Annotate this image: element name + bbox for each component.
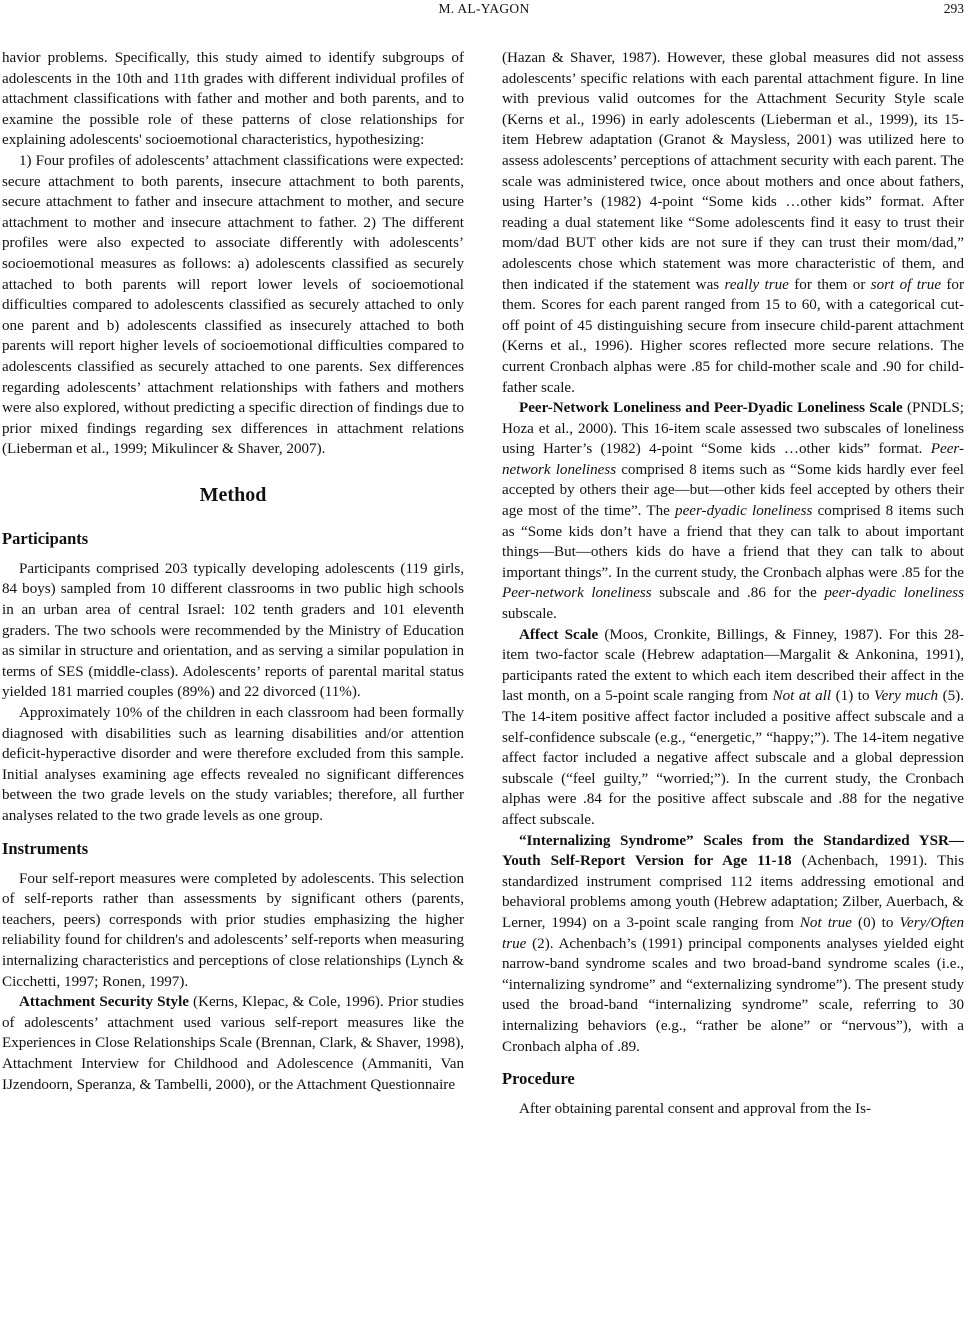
paragraph-loneliness-scale: Peer-Network Loneliness and Peer-Dyadic Loneliness Scale (PNDLS; Hoza et al., 2000). This 16-item scale assessed two subscales of loneliness using Harter’s (1982) 4-point “Some kids …other kids” format. Peer-network loneliness comprised 8 items such as “Some kids hardly ever feel accepted by others their age—but—other kids feel accepted by others their age most of the time”. The peer-dyadic loneliness comprised 8 items such as “Some kids don’t have a friend that they can talk to about important things—But—others kids do have a friend that they can talk to about important things”. In the current study, the Cronbach alphas were .85 for the Peer-network loneliness subscale and .86 for the peer-dyadic loneliness subscale. <box>502 400 964 623</box>
left-column <box>2 48 464 1095</box>
paragraph-ysr-scale: “Internalizing Syndrome” Scales from the Standardized YSR—Youth Self-Report Version for Age 11-18 (Achenbach, 1991). This standardized instrument comprised 112 items addressing emotional and behavioral problems among youth (Hebrew adaptation; Zilber, Auerbach, & Lerner, 1994) on a 3-point scale ranging from Not true (0) to Very/Often true (2). Achenbach’s (1991) principal components analyses yielded eight narrow-band syndrome scales and two broad-band syndrome scales (i.e., “internalizing syndrome” and “externalizing syndrome”). The present study used the broad-band “internalizing syndrome” scale, referring to 30 internalizing behaviors (e.g., “rather be alone” or “nervous”), with a Cronbach alpha of .89. <box>502 832 965 1055</box>
subsection-heading-instruments: Instruments <box>2 838 89 858</box>
running-head-author: M. AL-YAGON <box>438 1 530 16</box>
paragraph-attachment-continued: (Hazan & Shaver, 1987). However, these global measures did not assess adolescents’ specific relations with each parental attachment figure. In line with previous valid outcomes for the Attachment Security Style scale (Kerns et al., 1996) in early adolescents (Lieberman et al., 1999), its 15-item Hebrew adaptation (Granot & Maysless, 2001) was utilized here to assess adolescents’ perceptions of attachment security with each parent. The scale was administered twice, once about mothers and once about fathers, using Harter’s (1982) 4-point “Some kids …other kids” format. After reading a dual statement like “Some adolescents find it easy to trust their mom/dad BUT other kids are not sure if they can trust their mom/dad,” adolescents chose which statement was more characteristic of them, and then indicated if the statement was really true for them or sort of true for them. Scores for each parent ranged from 15 to 60, with a categorical cut-off point of 45 distinguishing secure from insecure child-parent attachment (Kerns et al., 1996). Higher scores reflected more secure relations. The current Cronbach alphas were .85 for child-mother scale and .90 for child-father scale. <box>502 50 965 396</box>
run-in-heading-attachment: Attachment Security Style <box>19 994 189 1011</box>
paragraph-hypotheses: 1) Four profiles of adolescents’ attachment classifications were expected: secure attachment to both parents, insecure attachment to both parents, secure attachment to father and insecure attachment to mother, and secure attachment to mother and insecure attachment to father. 2) The different profiles were also expected to associate differently with adolescents’ socioemotional measures as follows: a) adolescents classified as securely attached to both parents will report lower levels of socioemotional difficulties compared to adolescents classified as securely attached to only one parent and b) adolescents classified as insecurely attached to both parents will report higher levels of socioemotional difficulties compared to adolescents classified as securely attached to one parents. Sex differences regarding adolescents’ attachment relationships with fathers and mothers were also explored, without predicting a specific direction of findings due to prior mixed findings regarding sex differences in attachment relations (Lieberman et al., 1999; Mikulincer & Shaver, 2007). <box>2 152 464 458</box>
paragraph-affect-scale: Affect Scale (Moos, Cronkite, Billings, & Finney, 1987). For this 28-item two-factor scale (Hebrew adaptation—Margalit & Ankonina, 1991), participants rated the extent to which each item described their affect in the last month, on a 5-point scale ranging from Not at all (1) to Very much (5). The 14-item positive affect factor included a positive affect subscale and a self-confidence subscale (e.g., “energetic,” “happy;”). The 14-item negative affect factor included a negative affect subscale and a global depression subscale (“feel guilty,” “worried;”). In the current study, the Cronbach alphas were .84 for the positive affect subscale and .88 for the negative affect subscale. <box>502 626 965 828</box>
run-in-heading-ysr: “Internalizing Syndrome” Scales from the Standardized YSR—Youth Self-Report Version for Age 11-18 <box>502 832 964 870</box>
paragraph-attachment-security: Attachment Security Style (Kerns, Klepac, & Cole, 1996). Prior studies of adolescents’ attachment used various self-report measures like the Experiences in Close Relationships Scale (Brennan, Clark, & Shaver, 1998), Attachment Interview for Childhood and Adolescence (Ammaniti, Van IJzendoorn, Speranza, & Tambelli, 2000), or the Attachment Questionnaire <box>2 994 464 1093</box>
right-column <box>502 48 964 1120</box>
running-header <box>0 0 968 22</box>
subsection-heading-participants: Participants <box>2 528 89 548</box>
subsection-heading-procedure: Procedure <box>502 1069 575 1089</box>
paragraph-procedure: After obtaining parental consent and approval from the Is- <box>519 1101 872 1118</box>
section-heading-method: Method <box>199 483 267 506</box>
page-number: 293 <box>943 1 964 16</box>
run-in-heading-loneliness: Peer-Network Loneliness and Peer-Dyadic Loneliness Scale <box>519 400 903 417</box>
paragraph-exclusions: Approximately 10% of the children in each classroom had been formally diagnosed with disabilities such as learning disabilities and/or attention deficit-hyperactive disorder and were therefore excluded from this sample. Initial analyses examining age effects revealed no significant differences between the two grade levels on the study variables; therefore, all further analyses related to the two grade levels as one group. <box>2 705 464 824</box>
paragraph-participants: Participants comprised 203 typically developing adolescents (119 girls, 84 boys) sampled from 10 different classrooms in two public high schools in an urban area of central Israel: 102 tenth graders and 101 eleventh graders. The two schools were recommended by the Ministry of Education as similar in structure and orientation, and as serving a similar population in terms of SES (middle-class). Adolescents’ reports of parental marital status yielded 181 married couples (89%) and 22 divorced (11%). <box>2 560 464 701</box>
paragraph-hypotheses-intro: havior problems. Specifically, this study aimed to identify subgroups of adolescents in the 10th and 11th grades with different individual profiles of attachment classifications with father and mother and both parents, and to examine the possible role of these patterns of close relationships for explaining adolescents' socioemotional characteristics, hypothesizing: <box>2 50 464 149</box>
run-in-heading-affect: Affect Scale <box>519 626 599 643</box>
paragraph-instruments: Four self-report measures were completed by adolescents. This selection of self-reports rather than assessments by significant others (parents, teachers, peers) corresponds with prior studies emphasizing the higher reliability found for children's and adolescents’ self-reports when measuring internalizing characteristics and perceptions of close relationships (Lynch & Cicchetti, 1997; Ronen, 1997). <box>2 870 464 990</box>
